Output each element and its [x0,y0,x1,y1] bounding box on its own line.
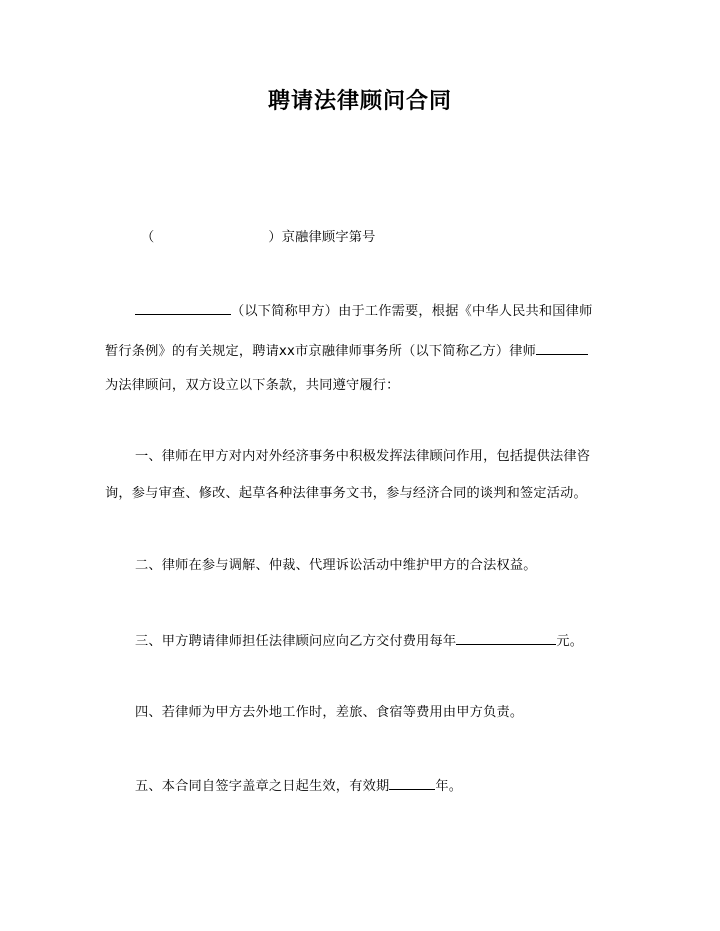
clause-2-line [135,556,537,576]
preamble-text-1: （以下简称甲方）由于工作需要，根据《中华人民共和国律师 [231,304,593,319]
clause-1-line-1 [135,447,590,467]
clause-4-line [135,703,523,723]
clause-3-text-before: 三、甲方聘请律师担任法律顾问应向乙方交付费用每年 [135,634,457,649]
preamble-line-1 [135,300,592,322]
clause-5-text-after: 年。 [435,779,463,794]
preamble-text-3: 为法律顾问，双方设立以下条款，共同遵守履行： [105,378,400,393]
reference-close-paren: ） [268,230,282,245]
clause-3-text-after: 元。 [556,634,584,649]
clause-3-line [135,630,583,652]
clause-1-text-1: 一、律师在甲方对内对外经济事务中积极发挥法律顾问作用，包括提供法律咨 [135,449,591,464]
clause-5-line [135,775,462,797]
clause-4-text: 四、若律师为甲方去外地工作时，差旅、食宿等费用由甲方负责。 [135,705,524,720]
clause-1-line-2 [105,484,587,504]
clause-2-text: 二、律师在参与调解、仲裁、代理诉讼活动中维护甲方的合法权益。 [135,558,537,573]
document-title: 聘请法律顾问合同 [267,88,452,114]
reference-line [141,228,376,248]
preamble-line-3 [105,376,400,396]
clause-1-text-2: 询，参与审查、修改、起草各种法律事务文书，参与经济合同的谈判和签定活动。 [105,486,587,501]
preamble-line-2 [105,340,588,362]
reference-text: 京融律顾字第号 [281,230,376,245]
reference-open-paren: （ [141,230,155,245]
validity-years-blank [389,775,435,790]
annual-fee-blank [456,630,556,645]
lawyer-name-blank [536,340,588,355]
party-a-name-blank [135,300,231,315]
clause-5-text-before: 五、本合同自签字盖章之日起生效，有效期 [135,779,390,794]
preamble-text-2: 暂行条例》的有关规定，聘请xx市京融律师事务所（以下简称乙方）律师 [105,344,537,359]
